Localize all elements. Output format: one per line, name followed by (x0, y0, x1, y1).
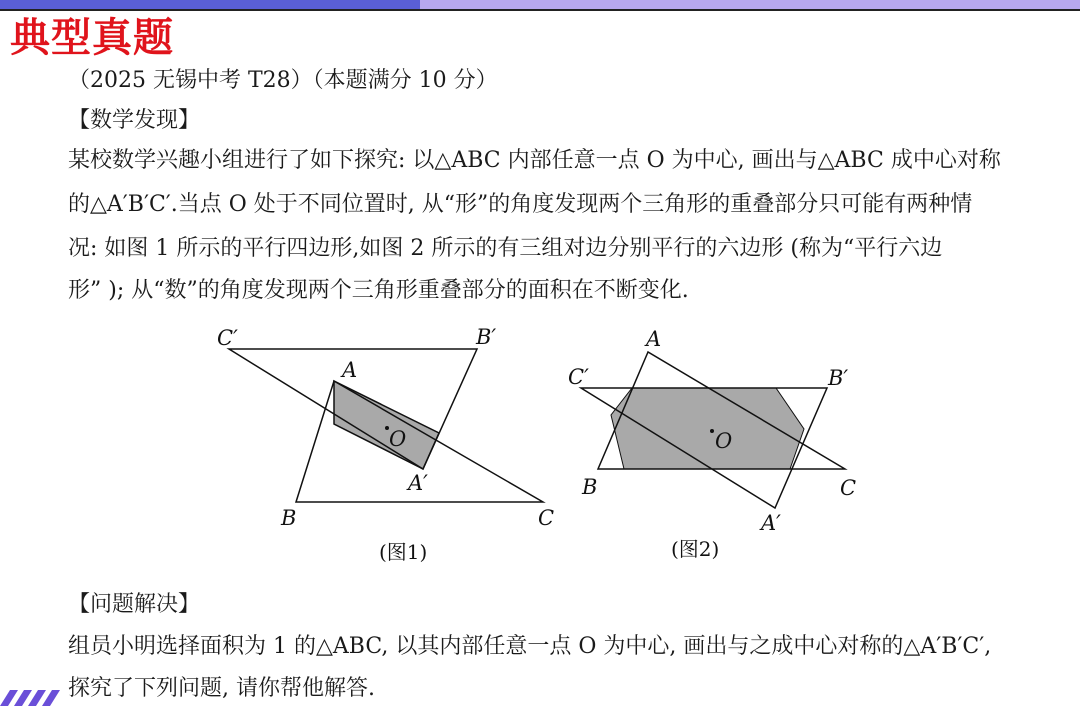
paragraph-line: 某校数学兴趣小组进行了如下探究: 以△ABC 内部任意一点 O 为中心, 画出与△ABC 成中心对称 (68, 148, 1001, 173)
section-heading-discovery: 【数学发现】 (68, 108, 201, 133)
overlap-parallelogram (334, 381, 439, 469)
paragraph-line: 形” ); 从“数”的角度发现两个三角形重叠部分的面积在不断变化. (68, 278, 689, 303)
paragraph-line: 的△A′B′C′.当点 O 处于不同位置时, 从“形”的角度发现两个三角形的重叠部分只可能有两种情 (68, 192, 973, 217)
section-heading-solution: 【问题解决】 (68, 592, 201, 617)
label-a-prime: A′ (761, 511, 781, 535)
label-a: A (342, 358, 358, 382)
problem-source: （2025 无锡中考 T28）（本题满分 10 分） (68, 68, 498, 93)
label-o: O (389, 427, 407, 451)
geometry-figures (200, 318, 880, 580)
corner-decoration (0, 682, 60, 706)
center-point-o (710, 429, 714, 433)
label-a: A (646, 327, 662, 351)
label-b-prime: B′ (828, 366, 849, 390)
figure-2 (568, 327, 856, 561)
label-c: C (538, 506, 555, 530)
label-b: B (281, 506, 297, 530)
top-accent-bar-light (420, 0, 1080, 9)
paragraph-line: 探究了下列问题, 请你帮他解答. (68, 676, 375, 701)
label-c-prime: C′ (217, 326, 238, 350)
label-c-prime: C′ (568, 365, 589, 389)
paragraph-line: 况: 如图 1 所示的平行四边形,如图 2 所示的有三组对边分别平行的六边形 (称为“平行六边 (68, 236, 943, 261)
label-a-prime: A′ (408, 471, 428, 495)
overlap-hexagon (611, 388, 804, 469)
figure-1-caption: (图1) (379, 540, 428, 564)
label-o: O (715, 429, 733, 453)
figure-1 (217, 325, 554, 564)
paragraph-line: 组员小明选择面积为 1 的△ABC, 以其内部任意一点 O 为中心, 画出与之成中心对称的△A′B′C′, (68, 634, 992, 659)
label-c: C (840, 476, 857, 500)
label-b-prime: B′ (476, 325, 497, 349)
figure-2-caption: (图2) (671, 537, 720, 561)
page-banner-title: 典型真题 (10, 14, 174, 61)
label-b: B (582, 475, 598, 499)
